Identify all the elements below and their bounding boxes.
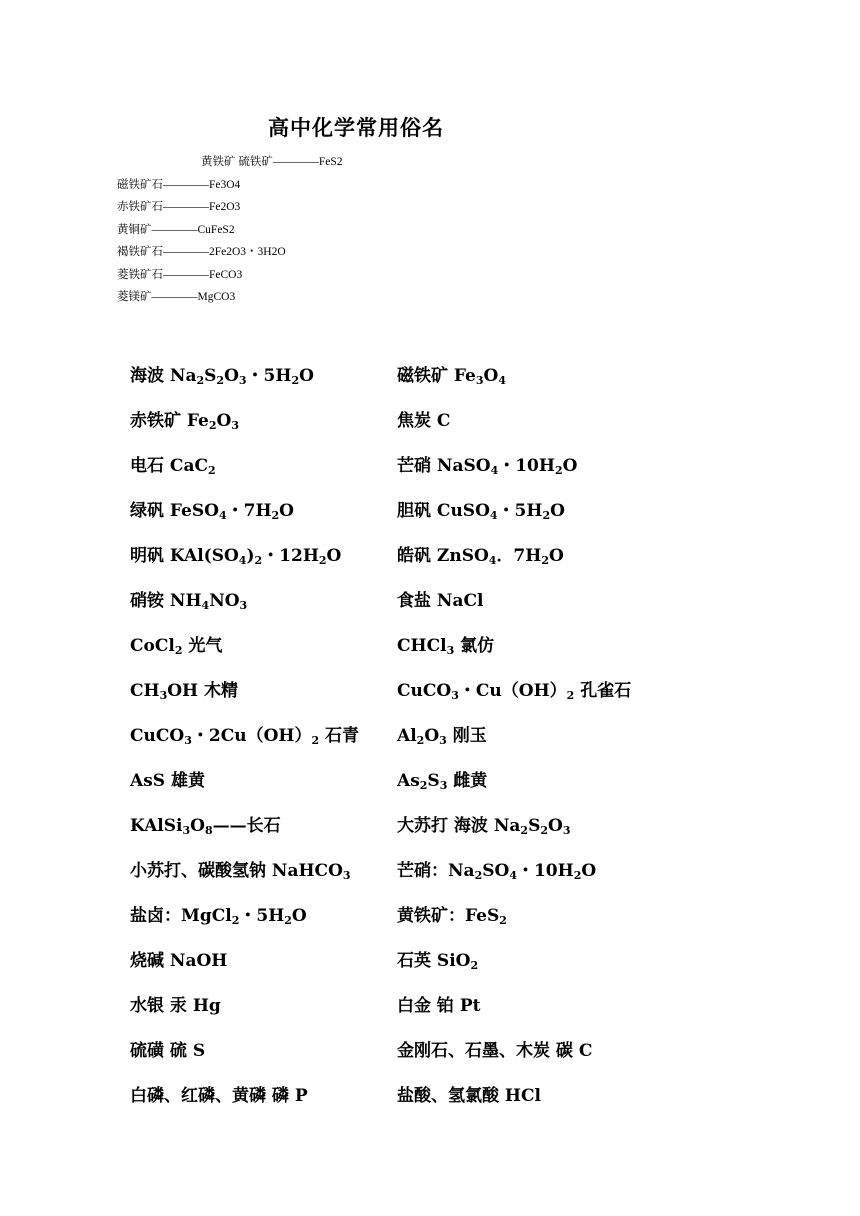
formula-text: ——长石: [212, 816, 281, 836]
formula-row: [130, 589, 400, 634]
subscript: 2: [541, 554, 549, 567]
formula-text: O: [424, 726, 440, 746]
page-title: 高中化学常用俗名: [268, 115, 444, 140]
formula-text: 刚玉: [446, 726, 487, 746]
formula-text: ・10H: [498, 456, 555, 476]
list-item: 赤铁矿石————Fe2O3: [117, 201, 241, 213]
formula-text: O: [216, 411, 232, 431]
subscript: 3: [475, 374, 484, 387]
formula-text: ・Cu（OH）: [458, 681, 567, 701]
list-item: 磁铁矿石————Fe3O4: [117, 179, 241, 191]
formula-text: 黄铁矿：FeS: [397, 906, 500, 926]
subscript: 4: [218, 509, 227, 522]
formula-row: [397, 724, 697, 769]
formula-text: 芒硝 NaSO: [397, 456, 491, 476]
formula-row: [130, 409, 400, 454]
subscript: 3: [159, 689, 168, 702]
formula-text: 海波: [130, 366, 170, 386]
subscript: 2: [542, 509, 551, 522]
formula-text: 水银 汞 Hg: [130, 996, 221, 1016]
subscript: 2: [540, 824, 548, 837]
subscript: 3: [439, 734, 447, 747]
subscript: 3: [451, 689, 459, 702]
formula-row: [397, 1084, 697, 1129]
formula-row: [397, 499, 697, 544]
formula-text: O: [299, 366, 314, 386]
formula-text: 赤铁矿: [130, 411, 187, 431]
formula-text: ・10H: [516, 861, 574, 881]
formula-text: ): [246, 546, 255, 566]
subscript: 2: [416, 734, 425, 747]
formula-text: 电石: [130, 456, 170, 476]
formula-row: [130, 949, 400, 994]
subscript: 4: [498, 374, 507, 387]
formula-text: 芒硝：Na: [397, 861, 475, 881]
formula-text: O: [548, 816, 563, 836]
formula-row: [130, 814, 400, 859]
formula-row: [397, 634, 697, 679]
subscript: 2: [318, 554, 327, 567]
list-item: 菱镁矿————MgCO3: [117, 291, 236, 303]
list-item: 菱铁矿石————FeCO3: [117, 269, 243, 281]
subscript: 4: [238, 554, 247, 567]
formula-text: FeSO: [169, 501, 219, 521]
subscript: 2: [208, 464, 216, 477]
formula-text: 金刚石、石墨、木炭 碳 C: [397, 1041, 593, 1061]
formula-text: 绿矾: [130, 501, 170, 521]
formula-row: [397, 364, 697, 409]
formula-text: S: [204, 366, 217, 386]
formula-text: 雌黄: [447, 771, 488, 791]
formula-text: O: [562, 456, 578, 476]
formula-text: Fe: [453, 366, 476, 386]
formula-text: Fe: [186, 411, 209, 431]
formula-text: O: [190, 816, 205, 836]
formula-text: O: [326, 546, 342, 566]
subscript: 3: [182, 824, 191, 837]
formula-text: O: [483, 366, 499, 386]
formula-row: [397, 589, 697, 634]
formula-row: [397, 544, 697, 589]
formula-text: SO: [482, 861, 510, 881]
formula-text: 小苏打、碳酸氢钠 NaHCO: [130, 861, 343, 881]
formula-text: CH: [130, 681, 160, 701]
formula-text: S: [528, 816, 541, 836]
subscript: 2: [231, 914, 240, 927]
formula-text: ・2Cu（OH）: [191, 726, 312, 746]
formula-text: KAl(SO: [169, 546, 239, 566]
formula-text: O: [279, 501, 294, 521]
subscript: 2: [520, 824, 529, 837]
formula-text: KAlSi: [130, 816, 183, 836]
subscript: 2: [174, 644, 183, 657]
formula-text: CaC: [169, 456, 208, 476]
formula-text: 烧碱 NaOH: [130, 951, 228, 971]
subscript: 3: [239, 599, 248, 612]
subscript: 2: [291, 374, 300, 387]
formula-row: [397, 814, 697, 859]
subscript: 4: [488, 554, 497, 567]
formula-text: O: [224, 366, 239, 386]
formula-text: Na: [169, 366, 197, 386]
formula-text: 硝铵: [130, 591, 170, 611]
formula-text: ・12H: [262, 546, 319, 566]
subscript: 2: [311, 734, 320, 747]
subscript: 2: [254, 554, 263, 567]
formula-text: 盐酸、氢氯酸 HCl: [397, 1086, 541, 1106]
formula-text: NO: [209, 591, 240, 611]
right-column: [397, 364, 697, 1129]
subscript: 2: [474, 869, 483, 882]
formula-row: [130, 1084, 400, 1129]
formula-text: ・5H: [239, 906, 285, 926]
formula-text: 胆矾 CuSO: [397, 501, 490, 521]
formula-text: 石青: [319, 726, 360, 746]
subscript: 3: [562, 824, 571, 837]
subscript: 8: [204, 824, 213, 837]
formula-text: NH: [169, 591, 202, 611]
list-item: 黄铜矿————CuFeS2: [117, 224, 235, 236]
subscript: 2: [284, 914, 292, 927]
formula-row: [130, 679, 400, 724]
subscript: 4: [201, 599, 210, 612]
subscript: 2: [196, 374, 205, 387]
formula-row: [130, 904, 400, 949]
formula-text: S: [427, 771, 440, 791]
formula-row: [397, 409, 697, 454]
formula-text: ・7H: [226, 501, 272, 521]
formula-text: O: [291, 906, 307, 926]
formula-row: [397, 859, 697, 904]
subscript: 2: [566, 689, 575, 702]
formula-text: 明矾: [130, 546, 170, 566]
formula-text: 皓矾 ZnSO: [397, 546, 489, 566]
formula-text: 盐卤：MgCl: [130, 906, 232, 926]
formula-text: As: [397, 771, 420, 791]
subscript: 4: [509, 869, 517, 882]
left-column: [130, 364, 400, 1129]
formula-text: 光气: [182, 636, 223, 656]
subscript: 2: [216, 374, 225, 387]
formula-row: [130, 544, 400, 589]
formula-row: [130, 364, 400, 409]
formula-text: OH 木精: [167, 681, 239, 701]
formula-text: ．7H: [496, 546, 542, 566]
subscript: 4: [490, 464, 499, 477]
subscript: 3: [184, 734, 192, 747]
formula-text: 食盐 NaCl: [397, 591, 484, 611]
formula-text: 孔雀石: [574, 681, 632, 701]
formula-row: [130, 634, 400, 679]
subscript: 3: [238, 374, 247, 387]
formula-row: [397, 769, 697, 814]
formula-text: O: [548, 546, 564, 566]
subscript: 3: [439, 779, 448, 792]
subscript: 2: [271, 509, 280, 522]
formula-text: 氯仿: [454, 636, 495, 656]
subscript: 3: [446, 644, 455, 657]
formula-row: [130, 724, 400, 769]
formula-text: ・5H: [497, 501, 543, 521]
subscript: 2: [573, 869, 582, 882]
subscript: 2: [419, 779, 428, 792]
formula-row: [397, 1039, 697, 1084]
subscript: 4: [489, 509, 498, 522]
formula-row: [130, 499, 400, 544]
formula-text: O: [550, 501, 565, 521]
formula-text: AsS 雄黄: [130, 771, 205, 791]
formula-text: 磁铁矿: [397, 366, 454, 386]
formula-text: 焦炭 C: [397, 411, 451, 431]
formula-text: 白金 铂 Pt: [397, 996, 481, 1016]
formula-text: 硫磺 硫 S: [130, 1041, 206, 1061]
list-item: 褐铁矿石————2Fe2O3・3H2O: [117, 246, 286, 258]
formula-text: 石英 SiO: [397, 951, 471, 971]
formula-row: [397, 949, 697, 994]
formula-text: Al: [397, 726, 417, 746]
formula-row: [397, 679, 697, 724]
formula-row: [130, 769, 400, 814]
formula-text: 白磷、红磷、黄磷 磷 P: [130, 1086, 308, 1106]
formula-row: [397, 994, 697, 1039]
subscript: 3: [342, 869, 351, 882]
formula-text: CHCl: [397, 636, 447, 656]
formula-text: CuCO: [130, 726, 185, 746]
formula-text: CoCl: [130, 636, 175, 656]
subscript: 2: [554, 464, 563, 477]
subscript: 2: [499, 914, 507, 927]
subscript: 3: [231, 419, 240, 432]
formula-row: [130, 1039, 400, 1084]
formula-row: [130, 994, 400, 1039]
formula-row: [130, 454, 400, 499]
formula-text: 大苏打 海波 Na: [397, 816, 521, 836]
subscript: 2: [470, 959, 479, 972]
formula-text: O: [581, 861, 597, 881]
formula-row: [130, 859, 400, 904]
formula-row: [397, 904, 697, 949]
formula-row: [397, 454, 697, 499]
list-item: 黄铁矿 硫铁矿————FeS2: [201, 156, 343, 168]
subscript: 2: [208, 419, 217, 432]
formula-text: CuCO: [397, 681, 452, 701]
formula-text: ・5H: [246, 366, 292, 386]
